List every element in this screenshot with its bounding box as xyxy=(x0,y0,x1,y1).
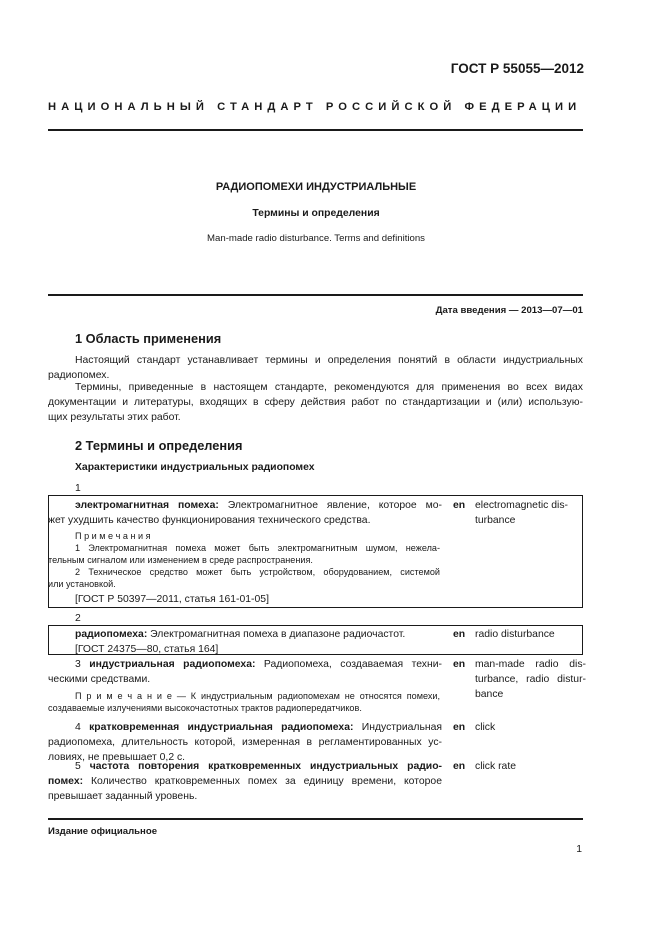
note-line: 1 Электромагнитная помеха может быть электромагнитным шумом, нежела- xyxy=(75,543,440,553)
term-1-top-rule xyxy=(48,495,583,496)
term-3-english xyxy=(475,657,586,702)
term-1-bottom-rule xyxy=(48,607,583,608)
note-text: — К индустриальным радиопомехам не относятся помехи, xyxy=(171,691,440,701)
term-1-definition xyxy=(48,498,442,528)
term-2-top-rule xyxy=(48,625,583,626)
term-2-number: 2 xyxy=(75,613,81,624)
term-4-english: click xyxy=(475,722,496,733)
text-line: превышает заданный уровень. xyxy=(48,791,198,802)
text-line xyxy=(48,774,442,789)
national-standard-title: НАЦИОНАЛЬНЫЙ СТАНДАРТ РОССИЙСКОЙ ФЕДЕРАЦИИ xyxy=(48,101,582,113)
text-line: Настоящий стандарт устанавливает термины и определения понятий в области индустриальных xyxy=(75,355,583,366)
english-title: Man-made radio disturbance. Terms and definitions xyxy=(207,233,425,244)
term-5-definition xyxy=(48,759,442,804)
term-4-number: 4 xyxy=(75,722,81,733)
term-5-language: en xyxy=(453,761,466,772)
text-line: bance xyxy=(475,689,504,700)
text-line xyxy=(48,720,442,735)
text-line: жет ухудшить качество функционирования технического средства. xyxy=(48,515,371,526)
footer-rule xyxy=(48,818,583,820)
text-line xyxy=(48,498,442,513)
term-3-term: индустриальная радиопомеха: xyxy=(89,659,256,670)
title-rule xyxy=(48,294,583,296)
introduction-date: Дата введения — 2013—07—01 xyxy=(435,305,583,316)
official-edition: Издание официальное xyxy=(48,826,158,837)
term-2-definition-text: Электромагнитная помеха в диапазоне радиочастот. xyxy=(147,629,406,640)
text-line: turbance xyxy=(475,515,516,526)
term-4-term: кратковременная индустриальная радиопомеха: xyxy=(89,722,354,733)
text-line: turbance, radio distur- xyxy=(475,674,586,685)
term-3-definition xyxy=(48,657,442,687)
text-line: man-made radio dis- xyxy=(475,659,586,670)
term-2-box-left xyxy=(48,625,49,655)
page-number: 1 xyxy=(576,844,582,855)
term-2-reference: [ГОСТ 24375—80, статья 164] xyxy=(75,644,219,655)
term-5-term-cont: помех: xyxy=(48,776,84,787)
term-2-definition xyxy=(75,627,442,657)
term-1-number: 1 xyxy=(75,483,81,494)
term-5-english: click rate xyxy=(475,761,516,772)
text-line: ловиях, не превышает 0,2 с. xyxy=(48,752,186,763)
text-line xyxy=(75,627,442,642)
term-1-language: en xyxy=(453,500,466,511)
text-line: ческими средствами. xyxy=(48,674,151,685)
document-subtitle: Термины и определения xyxy=(252,208,380,219)
text-line xyxy=(48,657,442,672)
term-2-english: radio disturbance xyxy=(475,629,555,640)
notes-label: П р и м е ч а н и я xyxy=(75,531,151,541)
section-1-paragraph-1 xyxy=(48,353,583,383)
term-3-number: 3 xyxy=(75,659,81,670)
text-line: радиопомех. xyxy=(48,370,110,381)
term-3-definition-text: Радиопомеха, создаваемая техни- xyxy=(255,659,442,670)
header-rule xyxy=(48,129,583,131)
text-line: документации и литературы, входящих в сферу действия работ по стандартизации и (или) использую- xyxy=(48,397,583,408)
note-line: 2 Техническое средство может быть устройством, оборудованием, системой xyxy=(75,567,440,577)
section-2-heading: 2 Термины и определения xyxy=(75,438,243,453)
term-1-notes xyxy=(48,530,440,590)
note-line: создаваемые излучениями высокочастотных трактов радиопередатчиков. xyxy=(48,703,362,713)
note-line: или установкой. xyxy=(48,579,116,589)
section-1-paragraph-2 xyxy=(48,380,583,425)
term-2-language: en xyxy=(453,629,466,640)
document-title: РАДИОПОМЕХИ ИНДУСТРИАЛЬНЫЕ xyxy=(215,181,417,193)
text-line xyxy=(48,759,442,774)
term-4-definition-text: Индустриальная xyxy=(353,722,443,733)
note-line: тельным сигналом или изменением в среде распространения. xyxy=(48,555,313,565)
text-line: щих результаты этих работ. xyxy=(48,412,181,423)
term-2-term: радиопомеха: xyxy=(75,629,148,640)
term-1-term: электромагнитная помеха: xyxy=(75,500,219,511)
note-line xyxy=(48,690,440,702)
section-2-subheading: Характеристики индустриальных радиопомех xyxy=(75,462,315,473)
term-4-language: en xyxy=(453,722,466,733)
document-id: ГОСТ Р 55055—2012 xyxy=(450,61,584,76)
term-5-number: 5 xyxy=(75,761,81,772)
text-line: радиопомеха, длительность которой, измеренная в регламентированных ус- xyxy=(48,737,442,748)
term-3-language: en xyxy=(453,659,466,670)
term-5-term: частота повторения кратковременных индустриальных радио- xyxy=(89,761,443,772)
term-1-reference: [ГОСТ Р 50397—2011, статья 161-01-05] xyxy=(75,594,269,605)
note-label: П р и м е ч а н и е xyxy=(75,691,172,701)
section-1-heading: 1 Область применения xyxy=(75,331,222,346)
term-1-english xyxy=(475,498,586,528)
term-1-definition-text: Электромагнитное явление, которое мо- xyxy=(218,500,442,511)
text-line: Термины, приведенные в настоящем стандарте, рекомендуются для применения во всех видах xyxy=(75,382,583,393)
term-5-definition-text: Количество кратковременных помех за единицу времени, которое xyxy=(83,776,442,787)
text-line: electromagnetic dis- xyxy=(475,500,568,511)
term-3-note xyxy=(48,690,440,714)
